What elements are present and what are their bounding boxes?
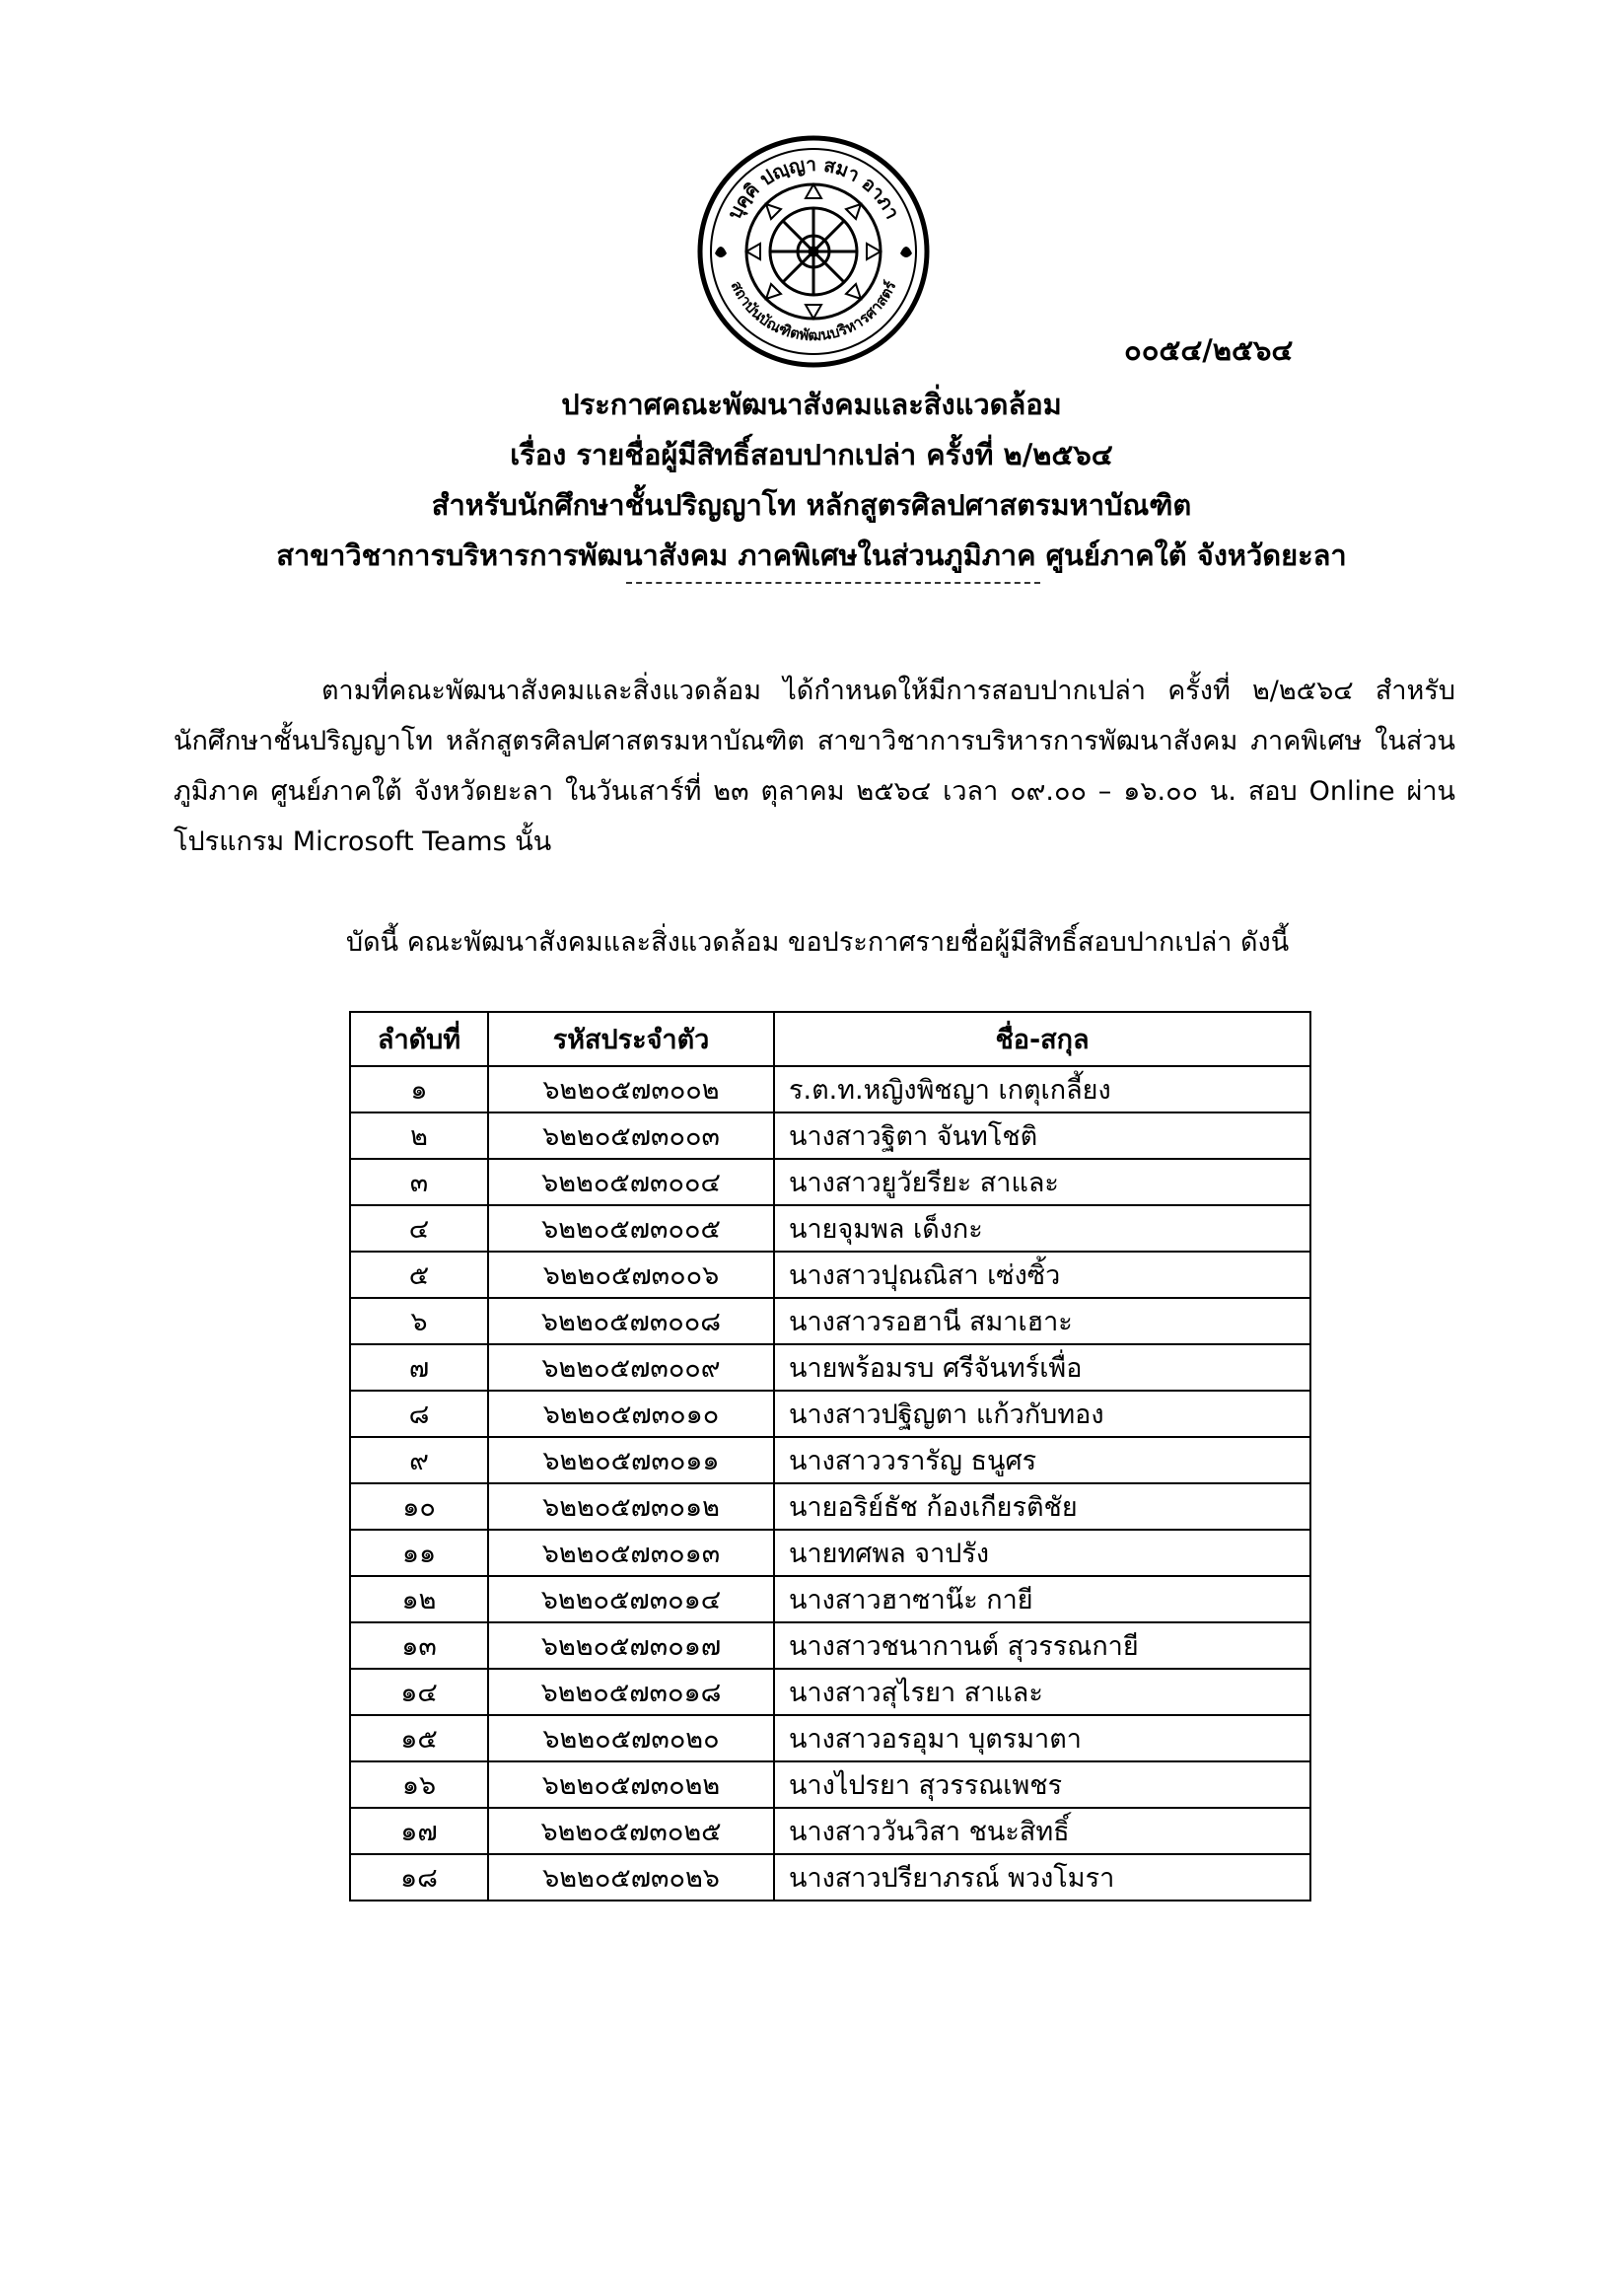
row-number: ๑๗ — [350, 1808, 488, 1854]
table-row — [350, 1808, 1310, 1854]
student-name: นางสาวรอฮานี สมาเฮาะ — [774, 1298, 1310, 1344]
student-name: นางสาวยูวัยรียะ สาและ — [774, 1159, 1310, 1205]
student-id: ๖๒๒๐๕๗๓๐๐๖ — [488, 1252, 774, 1298]
student-name: นางสาวปุณณิสา เซ่งซิ้ว — [774, 1252, 1310, 1298]
student-name: นางสาวปรียาภรณ์ พวงโมรา — [774, 1854, 1310, 1901]
student-name: นายจุมพล เด็งกะ — [774, 1205, 1310, 1252]
table-row — [350, 1205, 1310, 1252]
table-row — [350, 1344, 1310, 1391]
table-row — [350, 1622, 1310, 1669]
table-row — [350, 1252, 1310, 1298]
table-row — [350, 1854, 1310, 1901]
table-row — [350, 1576, 1310, 1622]
student-id: ๖๒๒๐๕๗๓๐๐๔ — [488, 1159, 774, 1205]
heading-divider — [626, 582, 1040, 584]
student-id: ๖๒๒๐๕๗๓๐๑๘ — [488, 1669, 774, 1715]
heading-major: สาขาวิชาการบริหารการพัฒนาสังคม ภาคพิเศษในส่วนภูมิภาค ศูนย์ภาคใต้ จังหวัดยะลา — [276, 538, 1347, 572]
candidate-table — [349, 1011, 1311, 1901]
student-name: นางสาวชนากานต์ สุวรรณกายี — [774, 1622, 1310, 1669]
row-number: ๒ — [350, 1112, 488, 1159]
row-number: ๑๒ — [350, 1576, 488, 1622]
announcement-paragraph — [174, 666, 1455, 867]
table-row — [350, 1530, 1310, 1576]
row-number: ๓ — [350, 1159, 488, 1205]
row-number: ๖ — [350, 1298, 488, 1344]
student-id: ๖๒๒๐๕๗๓๐๒๕ — [488, 1808, 774, 1854]
dharma-wheel-icon — [746, 184, 881, 319]
document-number: ๐๐๕๔/๒๕๖๔ — [1124, 333, 1294, 367]
table-row — [350, 1715, 1310, 1761]
announcement-heading — [118, 380, 1505, 581]
table-row — [350, 1669, 1310, 1715]
student-id: ๖๒๒๐๕๗๓๐๐๙ — [488, 1344, 774, 1391]
heading-subject: เรื่อง รายชื่อผู้มีสิทธิ์สอบปากเปล่า ครั้งที่ ๒/๒๕๖๔ — [510, 438, 1113, 471]
table-row — [350, 1391, 1310, 1437]
row-number: ๑๖ — [350, 1761, 488, 1808]
table-row — [350, 1298, 1310, 1344]
student-name: นางสาวสุไรยา สาและ — [774, 1669, 1310, 1715]
row-number: ๘ — [350, 1391, 488, 1437]
table-body — [350, 1066, 1310, 1901]
row-number: ๑๓ — [350, 1622, 488, 1669]
student-id: ๖๒๒๐๕๗๓๐๐๓ — [488, 1112, 774, 1159]
row-number: ๗ — [350, 1344, 488, 1391]
institution-seal-logo — [695, 133, 932, 370]
announcement-intro — [174, 917, 1455, 968]
seal-institution-name: สถาบันบัณฑิตพัฒนบริหารศาสตร์ — [727, 278, 900, 345]
intro-text: บัดนี้ คณะพัฒนาสังคมและสิ่งแวดล้อม ขอประกาศรายชื่อผู้มีสิทธิ์สอบปากเปล่า ดังนี้ — [346, 927, 1290, 958]
student-name: นางไปรยา สุวรรณเพชร — [774, 1761, 1310, 1808]
row-number: ๔ — [350, 1205, 488, 1252]
student-name: นายอริย์ธัช ก้องเกียรติชัย — [774, 1483, 1310, 1530]
row-number: ๑๕ — [350, 1715, 488, 1761]
row-number: ๕ — [350, 1252, 488, 1298]
student-id: ๖๒๒๐๕๗๓๐๑๒ — [488, 1483, 774, 1530]
paragraph-text: ตามที่คณะพัฒนาสังคมและสิ่งแวดล้อม ได้กำหนดให้มีการสอบปากเปล่า ครั้งที่ ๒/๒๕๖๔ สำหรับนักศึกษาชั้นปริญญาโท หลักสูตรศิลปศาสตรมหาบัณฑิต สาขาวิชาการบริหารการพัฒนาสังคม ภาคพิเศษ ในส่วนภูมิภาค ศูนย์ภาคใต้ จังหวัดยะลา ในวันเสาร์ที่ ๒๓ ตุลาคม ๒๕๖๔ เวลา ๐๙.๐๐ – ๑๖.๐๐ น. สอบ Online ผ่านโปรแกรม Microsoft Teams นั้น — [174, 676, 1455, 857]
student-id: ๖๒๒๐๕๗๓๐๒๖ — [488, 1854, 774, 1901]
table-header-row — [350, 1012, 1310, 1066]
table-row — [350, 1437, 1310, 1483]
heading-program: สำหรับนักศึกษาชั้นปริญญาโท หลักสูตรศิลปศาสตรมหาบัณฑิต — [431, 488, 1192, 522]
student-id: ๖๒๒๐๕๗๓๐๑๗ — [488, 1622, 774, 1669]
table-row — [350, 1483, 1310, 1530]
table-row — [350, 1066, 1310, 1112]
table-row — [350, 1761, 1310, 1808]
heading-title: ประกาศคณะพัฒนาสังคมและสิ่งแวดล้อม — [561, 388, 1062, 421]
student-id: ๖๒๒๐๕๗๓๐๑๑ — [488, 1437, 774, 1483]
row-number: ๑ — [350, 1066, 488, 1112]
student-name: ร.ต.ท.หญิงพิชญา เกตุเกลี้ยง — [774, 1066, 1310, 1112]
student-name: นายพร้อมรบ ศรีจันทร์เพื่อ — [774, 1344, 1310, 1391]
student-id: ๖๒๒๐๕๗๓๐๑๓ — [488, 1530, 774, 1576]
student-name: นางสาววรารัญ ธนูศร — [774, 1437, 1310, 1483]
table-row — [350, 1112, 1310, 1159]
student-name: นายทศพล จาปรัง — [774, 1530, 1310, 1576]
column-header-name: ชื่อ-สกุล — [774, 1012, 1310, 1066]
student-name: นางสาวฐิตา จันทโชติ — [774, 1112, 1310, 1159]
row-number: ๑๑ — [350, 1530, 488, 1576]
column-header-student-id: รหัสประจำตัว — [488, 1012, 774, 1066]
student-id: ๖๒๒๐๕๗๓๐๑๔ — [488, 1576, 774, 1622]
student-id: ๖๒๒๐๕๗๓๐๐๘ — [488, 1298, 774, 1344]
row-number: ๑๘ — [350, 1854, 488, 1901]
column-header-number: ลำดับที่ — [350, 1012, 488, 1066]
student-id: ๖๒๒๐๕๗๓๐๐๕ — [488, 1205, 774, 1252]
student-id: ๖๒๒๐๕๗๓๐๐๒ — [488, 1066, 774, 1112]
student-name: นางสาวฮาซาน๊ะ กายี — [774, 1576, 1310, 1622]
table-row — [350, 1159, 1310, 1205]
student-name: นางสาววันวิสา ชนะสิทธิ์ — [774, 1808, 1310, 1854]
student-id: ๖๒๒๐๕๗๓๐๑๐ — [488, 1391, 774, 1437]
student-name: นางสาวอรอุมา บุตรมาตา — [774, 1715, 1310, 1761]
student-id: ๖๒๒๐๕๗๓๐๒๒ — [488, 1761, 774, 1808]
row-number: ๙ — [350, 1437, 488, 1483]
student-name: นางสาวปฐิญตา แก้วกับทอง — [774, 1391, 1310, 1437]
seal-motto: บุคฺคิ ปญฺญา สมา อาภา — [723, 153, 904, 223]
row-number: ๑๐ — [350, 1483, 488, 1530]
row-number: ๑๔ — [350, 1669, 488, 1715]
student-id: ๖๒๒๐๕๗๓๐๒๐ — [488, 1715, 774, 1761]
